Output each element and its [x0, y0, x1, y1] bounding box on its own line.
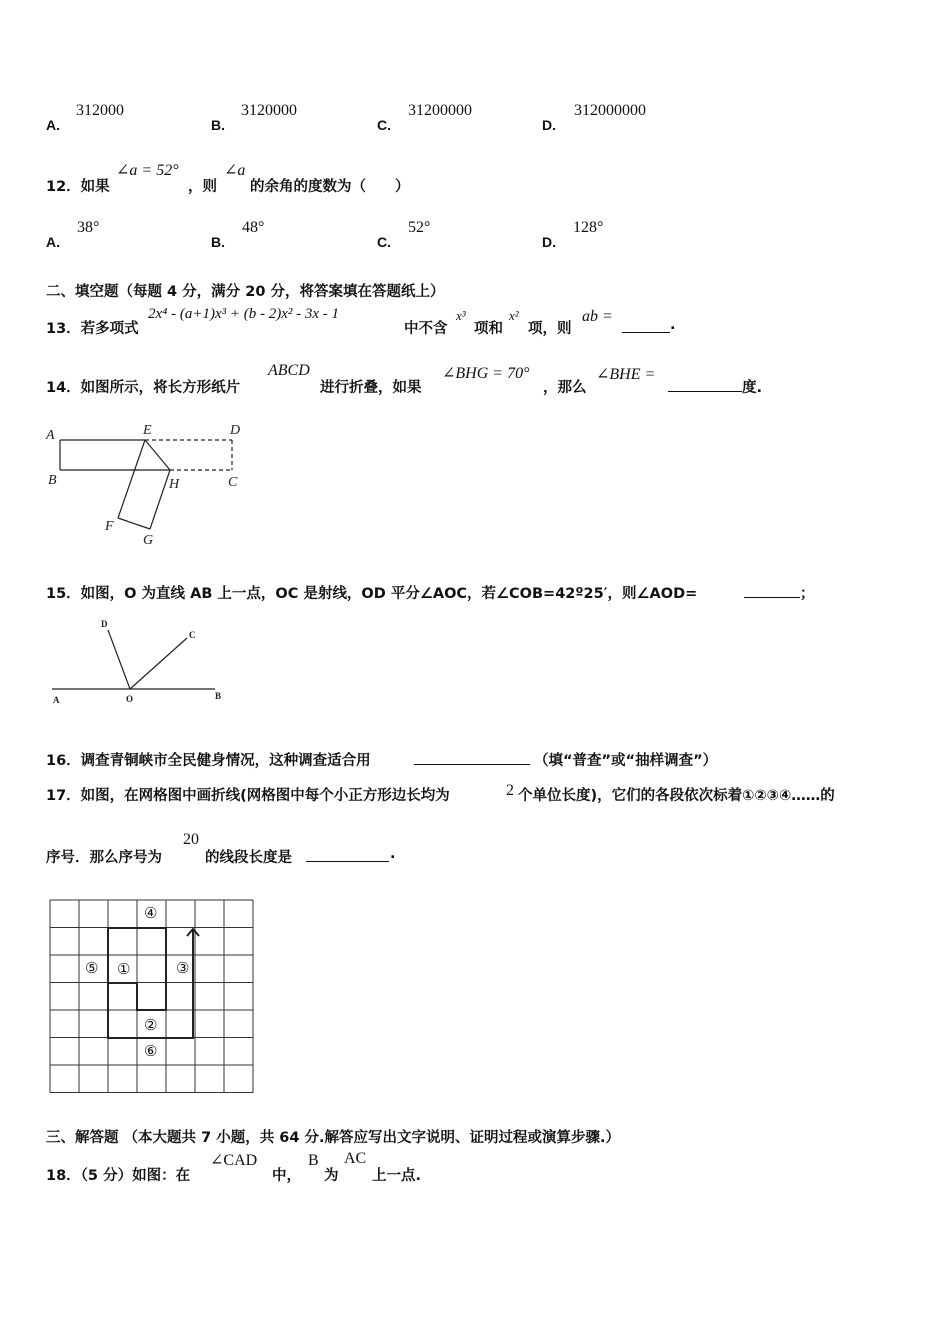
q12-prefix: 12．如果: [46, 179, 110, 195]
q14-label-g: G: [143, 533, 154, 548]
q12-option-d-value: 128°: [573, 219, 604, 236]
q11-option-d-label: D.: [542, 117, 556, 133]
q18-point: B: [308, 1152, 319, 1169]
q13-term1: x³: [456, 308, 466, 323]
q12-option-b-value: 48°: [242, 219, 265, 236]
q14-mid2: ，那么: [543, 380, 587, 396]
q18-seg: AC: [344, 1150, 367, 1167]
q12-option-a-label: A.: [46, 234, 60, 250]
q14-label-b: B: [48, 473, 57, 488]
q14-end: 度.: [742, 380, 763, 396]
q13-polynomial: 2x⁴ - (a+1)x³ + (b - 2)x² - 3x - 1: [148, 306, 340, 322]
q12-mid: ，则: [188, 179, 217, 195]
q16-suffix: （填“普查”或“抽样调查”）: [534, 753, 718, 769]
q13-expr: ab =: [582, 308, 613, 325]
q18-prefix: 18．（5 分）如图：在: [46, 1168, 191, 1184]
q12-option-c-value: 52°: [408, 219, 431, 236]
q17-line1-suffix: 个单位长度)，它们的各段依次标着①②③④……的: [518, 788, 835, 804]
q13-mid2: 项和: [474, 321, 503, 337]
q12-option-b-label: B.: [211, 234, 225, 250]
q13-end: .: [670, 317, 676, 333]
q14-label-h: H: [169, 477, 180, 492]
q15-label-c: C: [189, 630, 196, 640]
q14-mid1: 进行折叠，如果: [320, 380, 422, 396]
q17-label-6: ⑥: [144, 1044, 158, 1060]
q18-mid1: 中，: [272, 1168, 301, 1184]
q15-end: ；: [800, 586, 815, 602]
q12-option-d-label: D.: [542, 234, 556, 250]
q13-prefix: 13．若多项式: [46, 321, 139, 337]
q11-option-c-value: 31200000: [408, 102, 472, 119]
q14-ask: ∠BHE =: [596, 366, 656, 383]
q14-label-e: E: [143, 423, 152, 438]
q11-option-b-label: B.: [211, 117, 225, 133]
q11-option-a-value: 312000: [76, 102, 124, 119]
q18-suffix: 上一点.: [372, 1168, 422, 1184]
q17-line2-suffix: 的线段长度是: [205, 850, 292, 866]
q18-angle: ∠CAD: [210, 1152, 258, 1169]
q15-label-d: D: [101, 619, 108, 629]
q11-option-a-label: A.: [46, 117, 60, 133]
q11-option-b-value: 3120000: [241, 102, 297, 119]
section-3-title: 三、解答题 （本大题共 7 小题，共 64 分.解答应写出文字说明、证明过程或演算步骤.）: [46, 1130, 621, 1146]
q13-term2: x²: [509, 308, 519, 323]
q17-number: 20: [183, 831, 199, 848]
q17-label-4: ④: [144, 906, 158, 922]
q17-unit: 2: [506, 782, 514, 799]
q15-text: 15．如图，O 为直线 AB 上一点，OC 是射线，OD 平分∠AOC，若∠COB=42º25′，则∠AOD=: [46, 586, 698, 602]
q14-rect: ABCD: [268, 362, 310, 379]
q18-mid2: 为: [324, 1168, 339, 1184]
q14-label-f: F: [105, 519, 114, 534]
q14-label-c: C: [228, 475, 238, 490]
q14-label-d: D: [230, 423, 241, 438]
q17-label-5: ⑤: [85, 961, 99, 977]
q17-label-1: ①: [117, 962, 131, 978]
q13-mid3: 项，则: [528, 321, 572, 337]
q12-suffix: 的余角的度数为（ ）: [250, 179, 410, 195]
q12-angle-ref: ∠a: [224, 162, 246, 179]
q15-label-b: B: [215, 691, 222, 701]
q17-line1-prefix: 17．如图，在网格图中画折线(网格图中每个小正方形边长均为: [46, 788, 450, 804]
q14-label-a: A: [46, 428, 55, 443]
q14-given: ∠BHG = 70°: [442, 365, 530, 382]
q13-mid1: 中不含: [404, 321, 448, 337]
q17-line2-prefix: 序号．那么序号为: [46, 850, 162, 866]
q17-end: .: [390, 846, 396, 862]
q12-option-a-value: 38°: [77, 219, 100, 236]
q15-label-o: O: [126, 694, 134, 704]
q11-option-c-label: C.: [377, 117, 391, 133]
section-2-title: 二、填空题（每题 4 分，满分 20 分，将答案填在答题纸上）: [46, 284, 445, 300]
q17-label-2: ②: [144, 1018, 158, 1034]
q12-option-c-label: C.: [377, 234, 391, 250]
q16-prefix: 16．调查青铜峡市全民健身情况，这种调查适合用: [46, 753, 371, 769]
q14-prefix: 14．如图所示，将长方形纸片: [46, 380, 241, 396]
q12-angle-expr: ∠a = 52°: [116, 162, 179, 179]
q11-option-d-value: 312000000: [574, 102, 646, 119]
q17-label-3: ③: [176, 961, 190, 977]
q15-label-a: A: [53, 695, 60, 705]
